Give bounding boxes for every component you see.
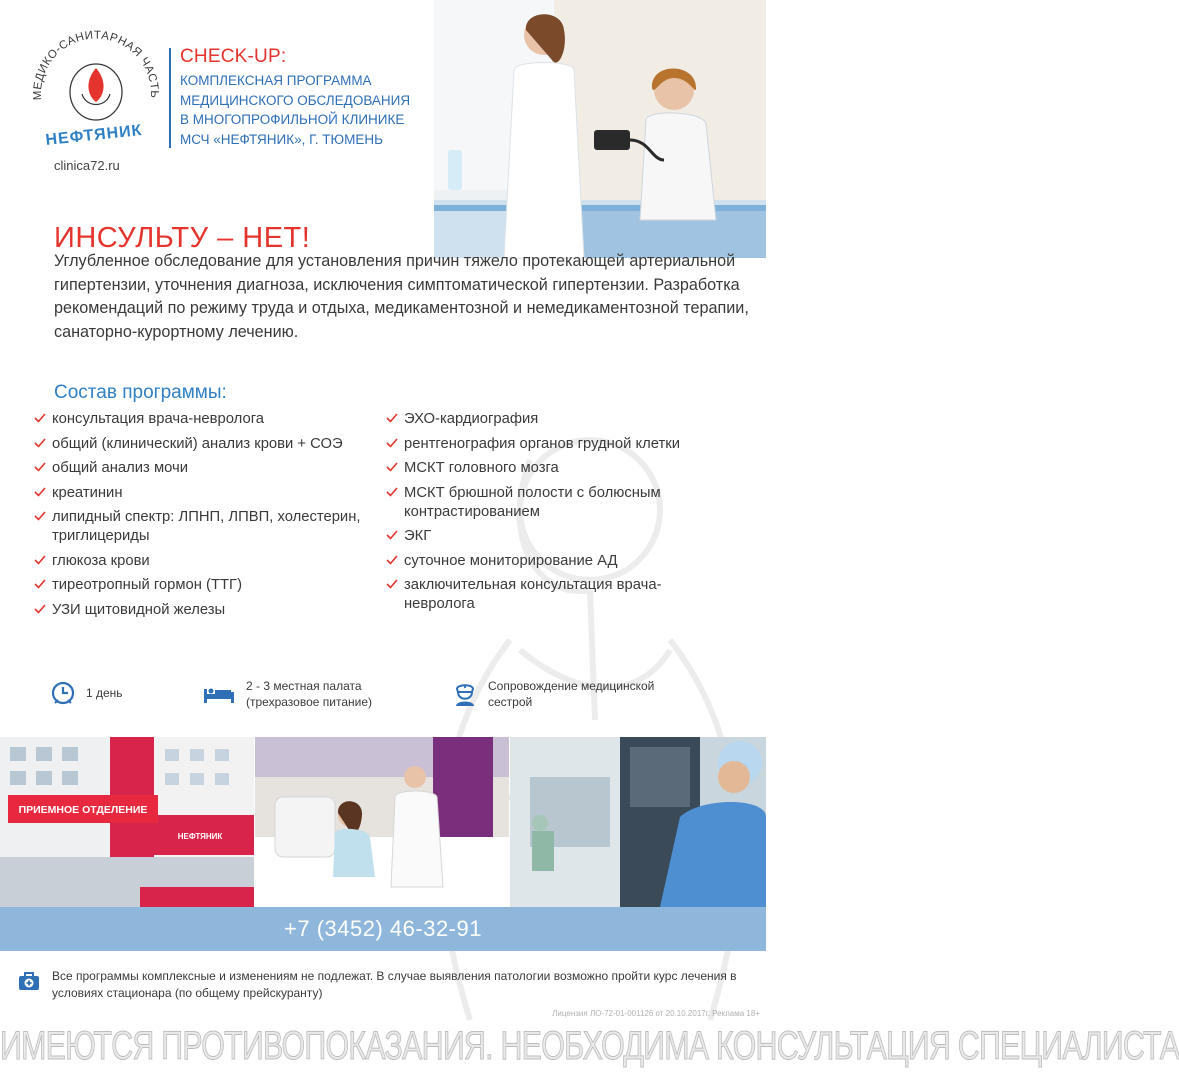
- list-item-text: глюкоза крови: [52, 552, 150, 569]
- list-item: [34, 552, 384, 571]
- list-item: [386, 459, 716, 478]
- clock-icon: [50, 680, 76, 706]
- list-item-text: УЗИ щитовидной железы: [52, 601, 226, 618]
- program-list-left: [34, 410, 384, 625]
- hospital-ward-photo: [255, 737, 509, 907]
- check-icon: [386, 461, 398, 473]
- check-icon: [34, 437, 46, 449]
- warning-text: ИМЕЮТСЯ ПРОТИВОПОКАЗАНИЯ. НЕОБХОДИМА КОНСУЛЬТАЦИЯ СПЕЦИАЛИСТА: [0, 1024, 1179, 1068]
- list-item: [386, 527, 716, 546]
- duration-info: [50, 680, 123, 706]
- building-sign: НЕФТЯНИК: [177, 832, 223, 841]
- ward-info: [202, 678, 372, 710]
- check-icon: [386, 486, 398, 498]
- check-icon: [34, 486, 46, 498]
- list-item: [34, 508, 384, 546]
- list-item: [386, 410, 716, 429]
- list-item-text: липидный спектр: ЛПНП, ЛПВП, холестерин, триглицериды: [52, 509, 361, 544]
- ward-text: [246, 678, 372, 710]
- medical-case-icon: [18, 970, 40, 992]
- nurse-text: [488, 678, 654, 710]
- list-item-text: креатинин: [52, 484, 123, 501]
- list-item-text: общий (клинический) анализ крови + СОЭ: [52, 435, 343, 452]
- phone-number[interactable]: +7 (3452) 46-32-91: [284, 916, 482, 941]
- check-icon: [386, 437, 398, 449]
- check-icon: [386, 529, 398, 541]
- check-icon: [386, 412, 398, 424]
- doctor-patient-photo: [434, 0, 766, 258]
- checkup-title: CHECK-UP:: [180, 46, 287, 67]
- check-icon: [34, 510, 46, 522]
- ward-line: (трехразовое питание): [246, 695, 372, 709]
- list-item: [34, 435, 384, 454]
- check-icon: [34, 578, 46, 590]
- checkup-line: МСЧ «НЕФТЯНИК», Г. ТЮМЕНЬ: [180, 131, 383, 147]
- nurse-icon: [452, 681, 478, 707]
- ward-line: 2 - 3 местная палата: [246, 679, 362, 693]
- list-item: [34, 601, 384, 620]
- list-item-text: общий анализ мочи: [52, 460, 188, 476]
- list-item-text: МСКТ брюшной полости с болюсным контрастированием: [404, 484, 661, 520]
- phone-bar: [0, 907, 766, 951]
- headline: ИНСУЛЬТУ – НЕТ!: [54, 222, 311, 254]
- program-title: Состав программы:: [54, 382, 227, 403]
- logo-arc-text: МЕДИКО-САНИТАРНАЯ ЧАСТЬ: [31, 29, 161, 101]
- list-item: [34, 484, 384, 503]
- checkup-subtitle: [180, 71, 440, 149]
- checkup-line: В МНОГОПРОФИЛЬНОЙ КЛИНИКЕ: [180, 112, 405, 127]
- surgery-photo: [510, 737, 766, 907]
- program-list-right: [386, 410, 716, 620]
- list-item-text: ЭХО-кардиография: [404, 411, 539, 427]
- reception-sign: ПРИЕМНОЕ ОТДЕЛЕНИЕ: [18, 804, 148, 816]
- program-note: [18, 968, 758, 1002]
- header-divider: [169, 48, 171, 148]
- list-item-text: заключительная консультация врача-невролога: [404, 577, 662, 612]
- list-item: [34, 410, 384, 429]
- check-icon: [386, 554, 398, 566]
- list-item-text: рентгенография органов грудной клетки: [404, 435, 680, 452]
- note-text: Все программы комплексные и изменениям не подлежат. В случае выявления патологии возможно пройти курс лечения в условиях стационара (по общему прейскуранту): [52, 969, 737, 1000]
- contraindications-warning: [0, 1014, 1179, 1078]
- intro-paragraph: Углубленное обследование для установления причин тяжело протекающей артериальной гипертензии, уточнения диагноза, исключения симптоматической гипертензии. Разработка рекомендаций по режиму труда и отдыха, медикаментозной и немедикаментозной терапии, санаторно-курортному лечению.: [54, 252, 749, 341]
- list-item: [386, 552, 716, 571]
- nurse-line: сестрой: [488, 695, 533, 709]
- list-item: [386, 484, 716, 522]
- check-icon: [34, 412, 46, 424]
- list-item-text: МСКТ головного мозга: [404, 460, 559, 476]
- license-text: Лицензия ЛО-72-01-001126 от 20.10.2017г. Реклама 18+: [552, 1009, 760, 1018]
- nurse-info: [452, 678, 654, 710]
- nurse-line: Сопровождение медицинской: [488, 679, 655, 693]
- list-item: [386, 435, 716, 454]
- check-icon: [34, 554, 46, 566]
- check-icon: [34, 461, 46, 473]
- check-icon: [386, 578, 398, 590]
- list-item-text: тиреотропный гормон (ТТГ): [52, 577, 242, 593]
- duration-text: 1 день: [86, 686, 123, 700]
- list-item-text: ЭКГ: [404, 528, 432, 544]
- list-item-text: суточное мониторирование АД: [404, 552, 618, 569]
- list-item: [34, 576, 384, 595]
- list-item-text: консультация врача-невролога: [52, 411, 264, 427]
- check-icon: [34, 603, 46, 615]
- clinic-building-photo: [0, 737, 254, 907]
- checkup-line: МЕДИЦИНСКОГО ОБСЛЕДОВАНИЯ: [180, 92, 411, 108]
- clinic-logo: [24, 16, 164, 156]
- list-item: [386, 576, 716, 614]
- logo-brand-text: НЕФТЯНИК: [44, 121, 144, 150]
- list-item: [34, 459, 384, 478]
- checkup-line: КОМПЛЕКСНАЯ ПРОГРАММА: [180, 73, 372, 88]
- photo-strip: [0, 737, 766, 907]
- bed-icon: [202, 681, 236, 707]
- website-link[interactable]: clinica72.ru: [54, 158, 120, 173]
